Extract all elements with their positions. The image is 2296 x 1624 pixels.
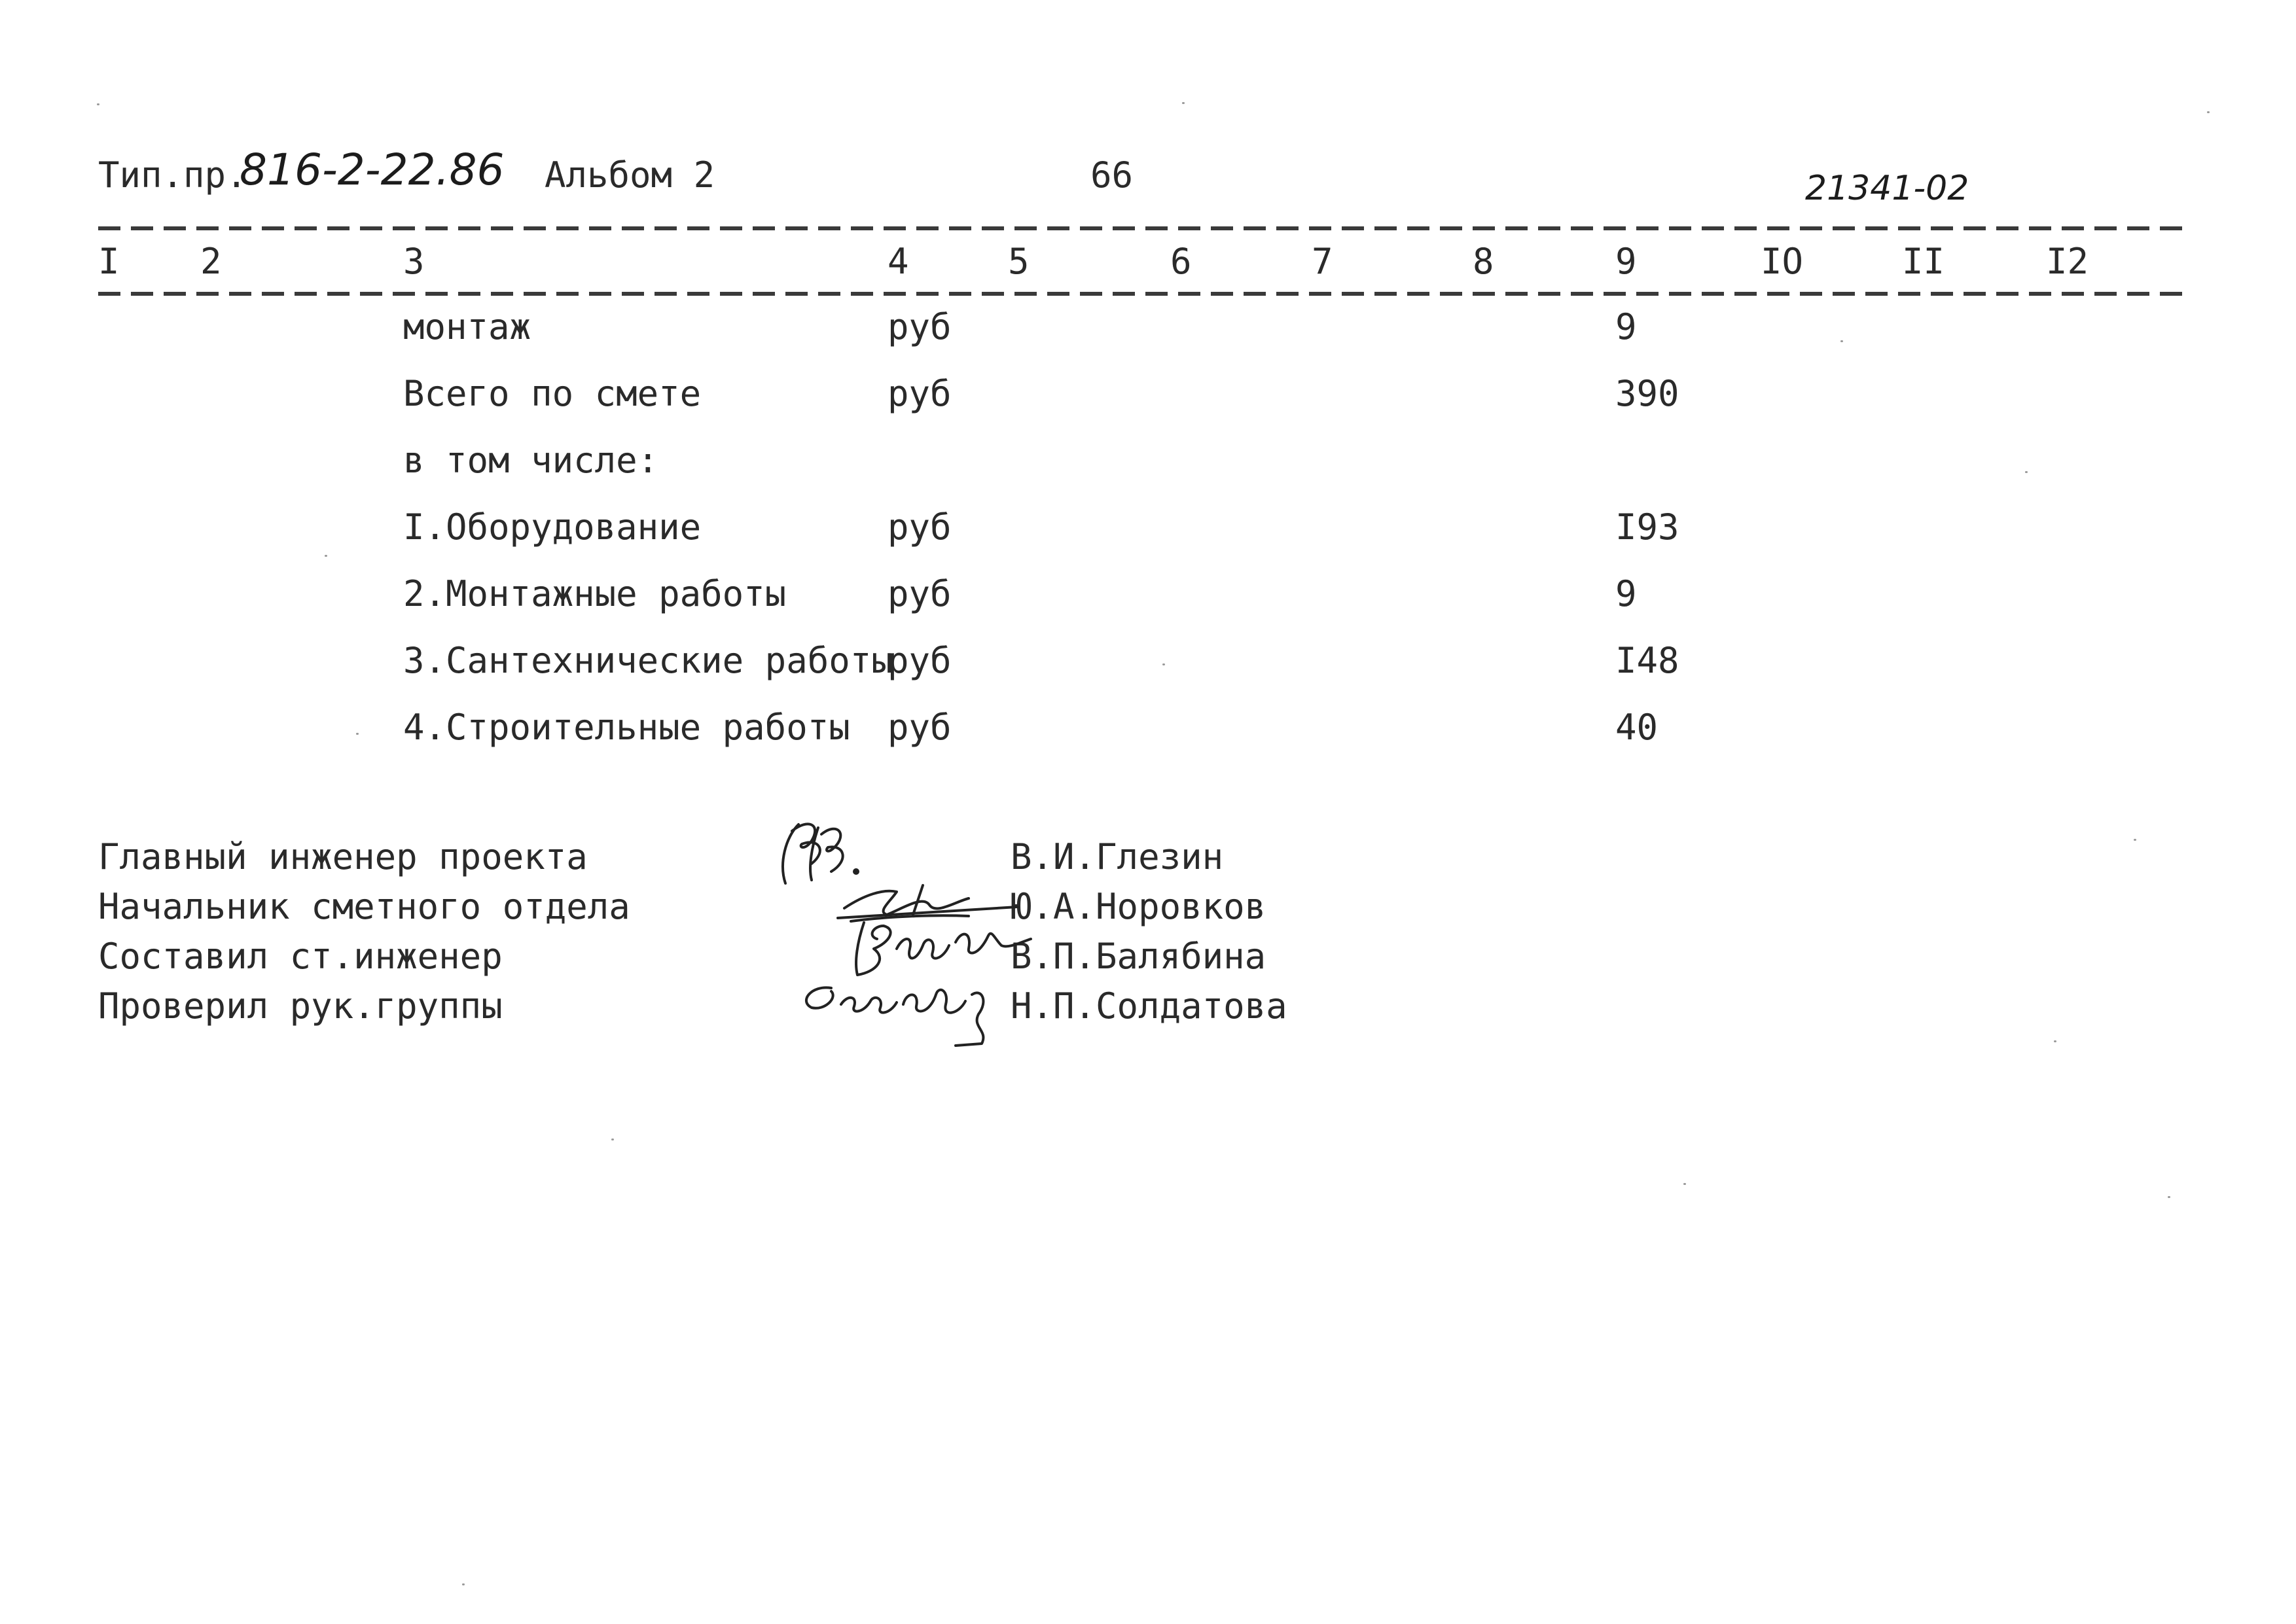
- column-number: 9: [1615, 241, 1637, 282]
- column-number: 2: [200, 241, 222, 282]
- row-unit: руб: [888, 707, 952, 748]
- signatory-position: Составил ст.инженер: [98, 936, 503, 977]
- signatory-position: Главный инженер проекта: [98, 836, 588, 877]
- scan-speck: [2168, 1196, 2170, 1198]
- row-unit: руб: [888, 373, 952, 414]
- column-number: 5: [1008, 241, 1030, 282]
- row-name: монтаж: [403, 306, 531, 347]
- row-name: в том числе:: [403, 440, 659, 481]
- scan-speck: [2054, 1040, 2056, 1042]
- signatory-name: В.П.Балябина: [1011, 936, 1266, 977]
- column-number: 4: [888, 241, 909, 282]
- row-value: I93: [1615, 506, 1679, 548]
- column-number: IO: [1761, 241, 1804, 282]
- column-number: I: [98, 241, 120, 282]
- signatory-name: Ю.А.Норовков: [1011, 886, 1266, 927]
- scan-speck: [2207, 111, 2210, 113]
- signatory-position: Начальник сметного отдела: [98, 886, 630, 927]
- row-unit: руб: [888, 640, 952, 681]
- signature-glezin: [772, 811, 864, 890]
- scan-speck: [2025, 471, 2028, 473]
- row-value: 9: [1615, 573, 1637, 614]
- scan-speck: [1182, 102, 1185, 104]
- type-number-handwritten: 816-2-22.86: [240, 145, 505, 195]
- scan-speck: [1683, 1183, 1686, 1185]
- row-name: I.Оборудование: [403, 506, 702, 548]
- column-number: I2: [2046, 241, 2089, 282]
- column-number: 3: [403, 241, 425, 282]
- row-value: 390: [1615, 373, 1679, 414]
- row-name: 2.Монтажные работы: [403, 573, 787, 614]
- scan-speck: [462, 1583, 465, 1585]
- column-number: 6: [1170, 241, 1192, 282]
- album-label: Альбом 2: [545, 154, 715, 196]
- scan-speck: [1162, 663, 1165, 665]
- header-bottom-rule: [98, 292, 2193, 296]
- row-value: 40: [1615, 707, 1659, 748]
- row-unit: руб: [888, 306, 952, 347]
- document-code-handwritten: 21341-02: [1805, 169, 1969, 208]
- row-name: 3.Сантехнические работы: [403, 640, 893, 681]
- row-value: I48: [1615, 640, 1679, 681]
- row-value: 9: [1615, 306, 1637, 347]
- column-number: 8: [1473, 241, 1494, 282]
- signatory-name: Н.П.Солдатова: [1011, 985, 1287, 1027]
- type-prefix: Тип.пр.: [98, 154, 247, 196]
- column-number: 7: [1312, 241, 1333, 282]
- scan-speck: [97, 103, 99, 105]
- scan-speck: [2134, 839, 2136, 841]
- row-unit: руб: [888, 573, 952, 614]
- scan-speck: [611, 1139, 614, 1140]
- signatory-name: В.И.Глезин: [1011, 836, 1224, 877]
- page-number: 66: [1090, 154, 1134, 196]
- row-name: Всего по смете: [403, 373, 702, 414]
- scan-speck: [356, 733, 359, 735]
- signature-soldatova: [792, 968, 1008, 1053]
- row-name: 4.Строительные работы: [403, 707, 850, 748]
- row-unit: руб: [888, 506, 952, 548]
- header-top-rule: [98, 226, 2193, 230]
- signatory-position: Проверил рук.группы: [98, 985, 503, 1027]
- scan-speck: [1840, 340, 1843, 342]
- scan-speck: [325, 555, 327, 557]
- column-number: II: [1902, 241, 1945, 282]
